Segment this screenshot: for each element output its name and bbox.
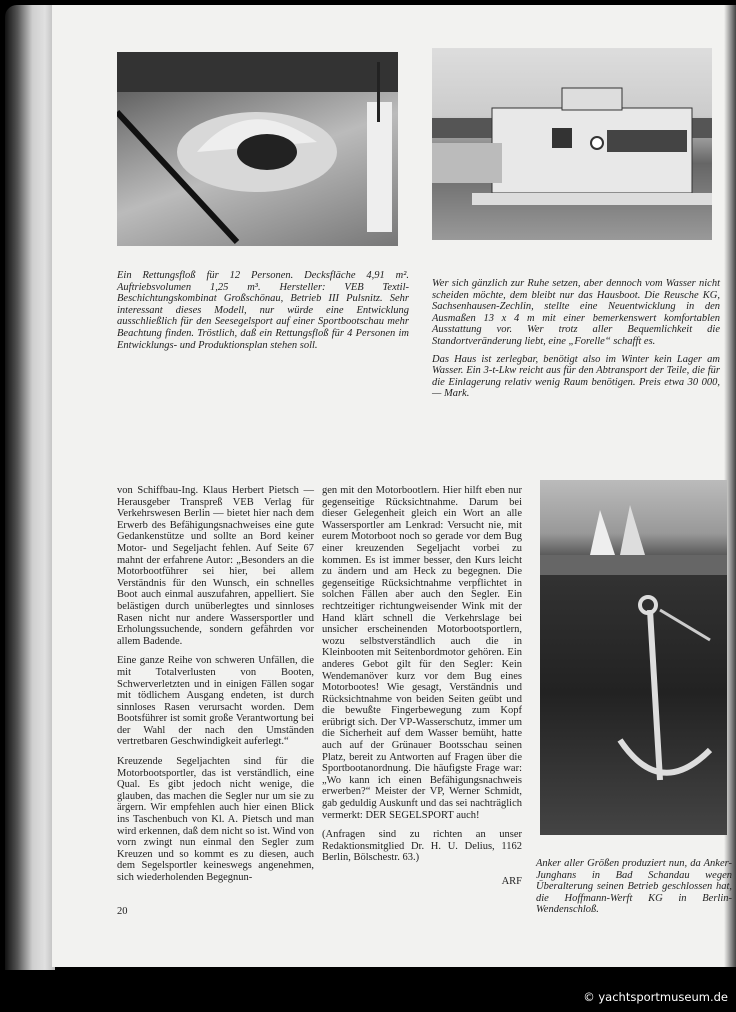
caption-houseboat-1: Wer sich gänzlich zur Ruhe setzen, aber dennoch vom Wasser nicht scheiden möchte, dem bleibt nur das Hausboot. Die Reusche KG, Sachsenhausen-Zechlin, stellte eine Neuentwicklung in den Ausmaßen 13 x 4 m mit einer bemerkenswert komfortablen Ausstattung vor. Wer trotz aller Bequemlichkeit die Standortveränderung liebt, eine „Forelle“ schafft es.: [432, 278, 720, 347]
caption-houseboat-2: Das Haus ist zerlegbar, benötigt also im Winter kein Lager am Wasser. Ein 3-t-Lkw reicht aus für den Abtransport der Teile, die für die Einlagerung relativ wenig Raum benötigen. Preis etwa 30 000,— Mark.: [432, 353, 720, 400]
article-paragraph: (Anfragen sind zu richten an unser Redaktionsmitglied Dr. H. U. Delius, 1162 Berlin, Bölschestr. 63.): [322, 829, 522, 864]
caption-life-raft: Ein Rettungsfloß für 12 Personen. Decksfläche 4,91 m². Auftriebsvolumen 1,25 m³. Hersteller: VEB Textil-Beschichtungskombinat Großschönau, Betrieb III Pulsnitz. Sehr interessant dieses Modell, nur würde eine Entwicklung ausschließlich für den Seesegelsport auf einer Sportbootschau mehr Beachtung finden. Tröstlich, daß ein Rettungsfloß für 4 Personen im Entwicklungs- und Produktionsplan stehen soll.: [117, 270, 409, 351]
copyright-watermark: © yachtsportmuseum.de: [583, 990, 728, 1004]
article-column-1: [117, 485, 314, 925]
article-paragraph: gen mit den Motorbootlern. Hier hilft eben nur gegenseitige Rücksichtnahme. Darum bei dieser Gelegenheit gleich ein Wort an alle Wassersportler am Lenkrad: Versucht nie, mit eurem Motorboot noch so gerade vor dem Bug einer kreuzenden Segeljacht vorbei zu kommen. Es ist immer besser, den Kurs leicht zu ändern und am Heck zu begegnen. Die gegenseitige Rücksichtnahme verpflichtet in solchen Fällen aber auch den Segler. Ein rechtzeitiger richtungweisender Wink mit der Hand klärt schnell die Verkehrslage bei unsicher erscheinenden Motorbootsportlern, wozu selbstverständlich auch die in Kleinbooten mit Seitenbordmotor gehören. Ein anderes Gebot gilt für den Segler: Kein Wendemanöver kurz vor dem Bug eines Motorbootes! Wie gesagt, Verständnis und Rücksichtnahme von beiden Seiten geübt und die bewußte Fingerbewegung zum Kopf erübrigt sich. Der VP-Wasserschutz, immer um die Sicherheit auf dem Wasser bemüht, hatte auch auf der Grünauer Bootsschau seinen Platz, bereit zu Antworten auf Fragen über die Sportbootanordnung. Die häufigste Frage war: „Wo kann ich einen Befähigungsnachweis erwerben?“ Meister der VP, Werner Schmidt, gab geduldig Auskunft und das sei nachträglich vermerkt: DER SEGELSPORT auch!: [322, 485, 522, 821]
page-number: 20: [117, 905, 128, 917]
magazine-page: [52, 5, 736, 967]
page-stack-edge: [5, 5, 55, 970]
caption-houseboat: [432, 278, 720, 400]
article-paragraph: Kreuzende Segeljachten sind für die Motorbootsportler, das ist verständlich, eine Qual. Es gibt jedoch nicht wenige, die glauben, das machen die Segler nur um sie zu ärgern. Wir empfehlen auch hier einen Blick ins Taschenbuch von Kl. A. Pietsch und man wird erkennen, daß dem nicht so ist. Wind von vorn zwingt nun einmal den Segler zum Kreuzen und so kommt es zu diesen, auch dem Segelsportler keineswegs angenehmen, sich wiederholenden Begegnun-: [117, 756, 314, 883]
article-signature: ARF: [501, 876, 522, 887]
article-paragraph: von Schiffbau-Ing. Klaus Herbert Pietsch — Herausgeber Transpreß VEB Verlag für Verkehrswesen Berlin — bietet hier nach dem Erwerb des Befähigungsnachweises eine gute Gedankenstütze und sollte an Bord keiner Motor- und Segeljacht fehlen. Auf Seite 67 mahnt der erfahrene Autor: „Besonders an die Motorbootführer sei hier, bei allem Verständnis für den Wunsch, ein schnelles Boot auch einmal auszufahren, appelliert. Sie belästigen durch unüberlegtes und sinnloses Rasen nicht nur andere Wassersportler und Erholungssuchende, sondern gefährden vor allem Badende.: [117, 485, 314, 647]
caption-anchors: Anker aller Größen produziert nun, da Anker-Junghans in Bad Schandau wegen Überalterung seinen Betrieb geschlossen hat, die Hoffmann-Werft KG in Berlin-Wendenschloß.: [536, 858, 732, 916]
photo-life-raft: [117, 52, 398, 246]
article-column-2: [322, 485, 522, 896]
photo-houseboat: [432, 48, 712, 240]
article-paragraph: Eine ganze Reihe von schweren Unfällen, die mit Totalverlusten von Booten, Schwerverletzten und in einigen Fällen sogar mit tödlichem Ausgang endeten, ist durch sinnloses Rasen verursacht worden. Dem Bootsführer ist somit große Verantwortung bei der Wahl der nach den Umständen vertretbaren Geschwindigkeit auferlegt.“: [117, 655, 314, 748]
photo-anchors: [540, 480, 727, 835]
